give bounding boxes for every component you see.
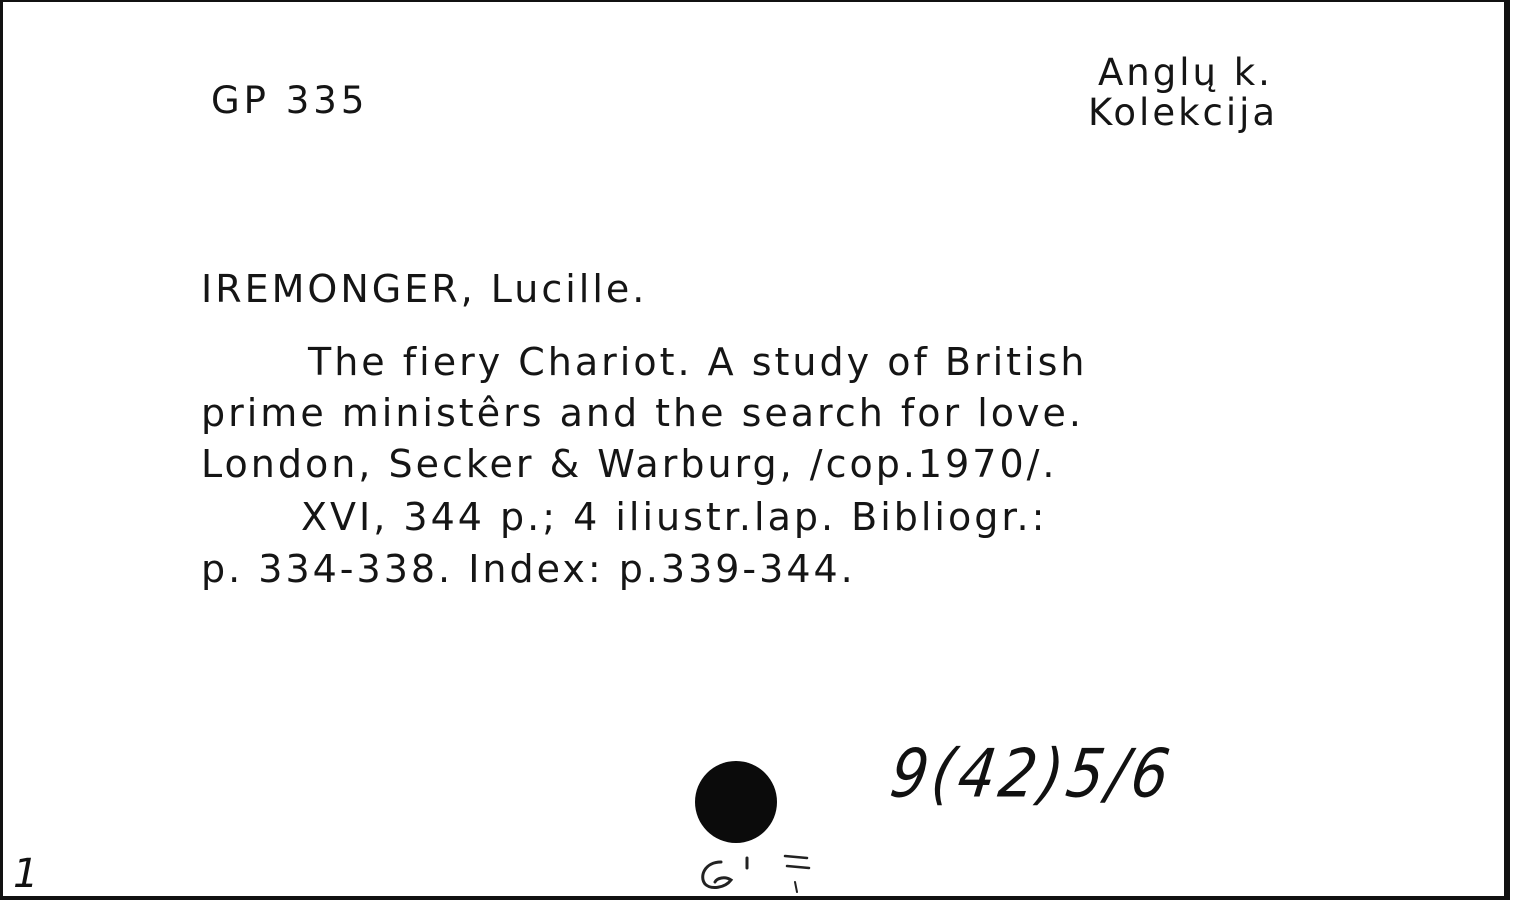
handwritten-scribble-mark (691, 854, 821, 898)
author-heading: IREMONGER, Lucille. (201, 267, 648, 311)
title-line-1: The fiery Chariot. A study of British (308, 340, 1088, 384)
handwritten-card-index: 1 (13, 851, 39, 897)
notes-line: p. 334-338. Index: p.339-344. (201, 547, 856, 591)
call-number: GP 335 (211, 79, 369, 122)
imprint-line: London, Secker & Warburg, /cop.1970/. (201, 442, 1058, 486)
punch-hole (695, 761, 777, 843)
handwritten-class-number: 9(42)5/6 (885, 734, 1179, 813)
collation-line: XVI, 344 p.; 4 iliustr.lap. Bibliogr.: (301, 495, 1048, 539)
collection-language: Anglų k. (1098, 51, 1273, 94)
collection-label: Kolekcija (1088, 91, 1279, 134)
title-line-2: prime ministêrs and the search for love. (201, 391, 1084, 435)
